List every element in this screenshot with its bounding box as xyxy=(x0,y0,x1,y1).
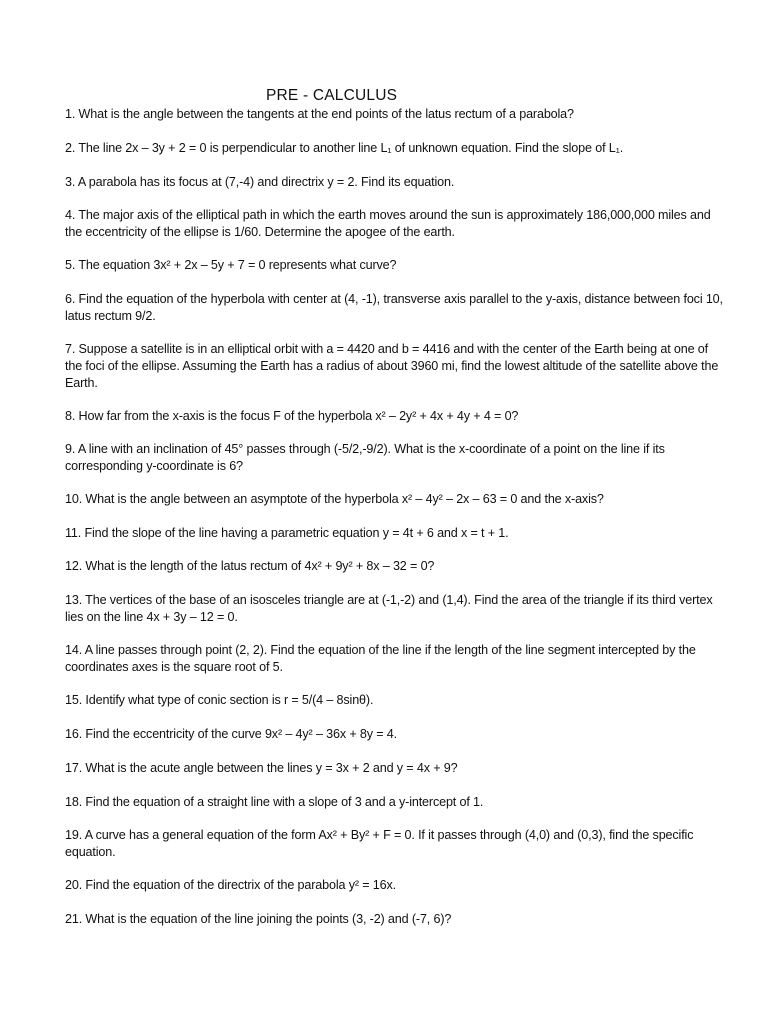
question-6: 6. Find the equation of the hyperbola with center at (4, -1), transverse axis parallel to the y-axis, distance between foci 10, latus rectum 9/2. xyxy=(65,292,723,323)
question-10: 10. What is the angle between an asymptote of the hyperbola x² – 4y² – 2x – 63 = 0 and the x-axis? xyxy=(65,492,604,506)
question-13: 13. The vertices of the base of an isosceles triangle are at (-1,-2) and (1,4). Find the area of the triangle if its third vertex lies on the line 4x + 3y – 12 = 0. xyxy=(65,593,713,624)
question-17: 17. What is the acute angle between the lines y = 3x + 2 and y = 4x + 9? xyxy=(65,761,458,775)
question-8: 8. How far from the x-axis is the focus F of the hyperbola x² – 2y² + 4x + 4y + 4 = 0? xyxy=(65,409,519,423)
question-20: 20. Find the equation of the directrix of the parabola y² = 16x. xyxy=(65,878,396,892)
question-4: 4. The major axis of the elliptical path in which the earth moves around the sun is approximately 186,000,000 miles and the eccentricity of the ellipse is 1/60. Determine the apogee of the earth. xyxy=(65,208,711,239)
question-5: 5. The equation 3x² + 2x – 5y + 7 = 0 represents what curve? xyxy=(65,258,397,272)
question-3: 3. A parabola has its focus at (7,-4) and directrix y = 2. Find its equation. xyxy=(65,175,455,189)
question-9: 9. A line with an inclination of 45° passes through (-5/2,-9/2). What is the x-coordinate of a point on the line if its corresponding y-coordinate is 6? xyxy=(65,442,665,473)
question-7: 7. Suppose a satellite is in an elliptical orbit with a = 4420 and b = 4416 and with the center of the Earth being at one of the foci of the ellipse. Assuming the Earth has a radius of about 3960 mi, find the lowest altitude of the satellite above the Earth. xyxy=(65,342,719,390)
question-1: 1. What is the angle between the tangents at the end points of the latus rectum of a parabola? xyxy=(65,107,574,121)
question-18: 18. Find the equation of a straight line with a slope of 3 and a y-intercept of 1. xyxy=(65,795,484,809)
question-15: 15. Identify what type of conic section is r = 5/(4 – 8sinθ). xyxy=(65,693,374,707)
question-2: 2. The line 2x – 3y + 2 = 0 is perpendicular to another line L₁ of unknown equation. Find the slope of L₁. xyxy=(65,141,624,155)
question-14: 14. A line passes through point (2, 2). Find the equation of the line if the length of the line segment intercepted by the coordinates axes is the square root of 5. xyxy=(65,643,696,674)
question-16: 16. Find the eccentricity of the curve 9x² – 4y² – 36x + 8y = 4. xyxy=(65,727,398,741)
question-19: 19. A curve has a general equation of the form Ax² + By² + F = 0. If it passes through (4,0) and (0,3), find the specific equation. xyxy=(65,828,694,859)
document-title: PRE - CALCULUS xyxy=(266,87,398,104)
question-12: 12. What is the length of the latus rectum of 4x² + 9y² + 8x – 32 = 0? xyxy=(65,559,435,573)
question-11: 11. Find the slope of the line having a parametric equation y = 4t + 6 and x = t + 1. xyxy=(65,526,509,540)
question-21: 21. What is the equation of the line joining the points (3, -2) and (-7, 6)? xyxy=(65,912,452,926)
